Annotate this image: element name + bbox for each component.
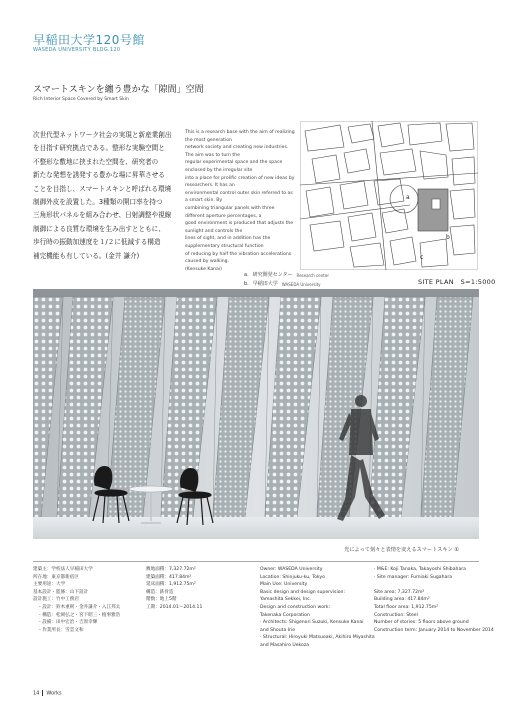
section-name: Works [46,690,62,697]
body-line: environmental control outer skin referred to as a smart skin. By [185,190,293,204]
info-line: 建築面積：417.84m² [146,574,192,580]
info-line: · Site manager: Fumiaki Sugahara [374,574,453,580]
interior-photo [33,289,479,539]
article-subtitle: スマートスキンを纏う豊かな「隙間」空間 [33,85,204,95]
info-line: Basic design and design supervision: [260,589,345,595]
info-line: ・設備：田中宏治・吉原幸輝 [33,620,98,626]
info-line: Takenaka Corporation [260,612,310,618]
photo-caption: 光によって刻々と表情を変えるスマートスキン ① [344,547,460,553]
body-line: 不整形な敷地に挟まれた空間を、研究者の [33,157,159,166]
legend-item [244,271,329,280]
info-line: · Structural: Hiroyuki Matsuoaki, Akihiro Miyashita [260,635,375,641]
body-line: 制御による良質な環境を生み出すとともに、 [33,224,165,233]
site-plan-map [300,121,478,270]
body-line: 新たな発想を誘発する豊かな場に昇華させる [33,171,165,180]
info-line: 延床面積：1,912.75m² [146,582,196,588]
legend-en: Research center [296,273,329,278]
project-info-ja [33,566,120,634]
body-line: This is a research base with the aim of realizing the most generation [185,130,295,143]
page-number: 14 [33,690,40,697]
article-body-ja [33,129,181,263]
info-line: Owner: WASEDA University [260,567,323,572]
body-line: network society and creating new industries. The aim was to turn the [185,145,289,158]
body-line: ことを目指し、スマートスキンと呼ばれる環境 [33,184,172,193]
page-title: 早稲田大学120号館 [33,33,145,47]
legend-key: a. [244,272,249,278]
page-footer [33,690,62,697]
info-line: 階数：地上5階 [146,597,177,603]
info-line: 所在地：東京都新宿区 [33,574,79,580]
body-line: combining triangular panels with three different aperture percentages, a [185,205,275,219]
info-line: and Masahiro Uekoza [260,642,310,648]
info-line: 基本設計・監修：山下設計 [33,589,89,595]
info-line: Location: Shinjuku-ku, Tokyo [260,574,325,580]
info-line: Construction term: January 2014 to November 2014 [374,627,494,633]
body-line: (Kensuke Kanai) [185,266,222,272]
legend-ja: 早稲田大学 [252,281,278,287]
site-plan-label: SITE PLAN S=1:5000 [418,278,496,286]
article-subtitle-en: Rich Interior Space Covered by Smart Skin [33,97,129,102]
info-line: Site area: 7,327.72m² [374,589,425,595]
body-line: regular experimental space and the space enclosed by the irregular site [185,160,283,173]
info-line: ・構造：松岡弘之・宮下昭三・植事雅浩 [33,612,121,618]
info-line: 主要用途：大学 [33,582,66,588]
body-line: 次世代型ネットワーク社会の実現と新産業創出 [33,131,172,139]
project-info-en [260,566,375,650]
body-line: of reducing by half the vibration accelerations caused by walking. [185,251,292,265]
info-line: 設計施工：竹中工務店 [33,597,79,603]
body-line: 補完機能も有している。(金井 謙介) [33,251,140,260]
body-line: good environment is produced that adjusts the sunlight and controls the [185,221,294,234]
legend-key: b. [244,281,249,287]
body-line: lines of sight, and in addition has the supplementary structural function [185,236,271,249]
info-line: ・作業所長：雪雲文和 [33,627,84,633]
info-line: Design and construction work: [260,604,331,610]
legend-item [244,280,329,289]
legend-ja: 研究開発センター [252,272,293,278]
body-line: を目指す研究拠点である。整形な実験空間と [33,144,165,153]
divider [33,561,479,562]
body-line: 歩行時の振動加速度を１/２に低減する構造 [33,238,161,247]
info-line: 敷地面積：7,327.72m² [146,567,196,572]
project-data-ja [146,566,202,612]
body-line: 制御外皮を設置した。3種類の開口率を持つ [33,198,163,207]
info-line [374,581,494,589]
info-line: Construction: Steel [374,612,418,618]
footer-separator [42,690,43,696]
info-line: 工期：2014.01～2014.11 [146,604,203,610]
article-body-en [185,129,295,273]
info-line: Main Use: University [260,582,308,588]
info-line: 構造：鉄骨造 [146,589,174,595]
info-line: ・設計：鈴木重則・金井謙介・入江邦太 [33,604,121,610]
info-line: and Shouta Irie [260,627,296,633]
info-line: Yamashita Sekkei, Inc. [260,597,312,603]
info-line: Number of stories: 5 floors above ground [374,620,469,626]
body-line: 三角形状パネルを組み合わせ、日射調整や視線 [33,211,172,220]
info-line: · M&E: Koji Tanaka, Takayoshi Shibahara [374,567,466,572]
map-label-b: b [446,234,450,241]
project-data-en [374,566,494,634]
info-line: 建築主：学校法人早稲田大学 [33,567,93,572]
legend-en: WASEDA University [281,282,321,287]
info-line: Total floor area: 1,912.75m² [374,604,439,610]
info-line: · Architects: Shigenori Suzuki, Kensuke Kanai [260,620,364,626]
body-line: into a place for prolific creation of new ideas by researchers. It has an [185,175,295,189]
map-label-a: a [406,194,410,201]
map-label-c: c [420,254,424,261]
info-line: Building area: 417.84m² [374,597,430,603]
page-title-en: WASEDA UNIVERSITY BLDG.120 [33,47,121,53]
